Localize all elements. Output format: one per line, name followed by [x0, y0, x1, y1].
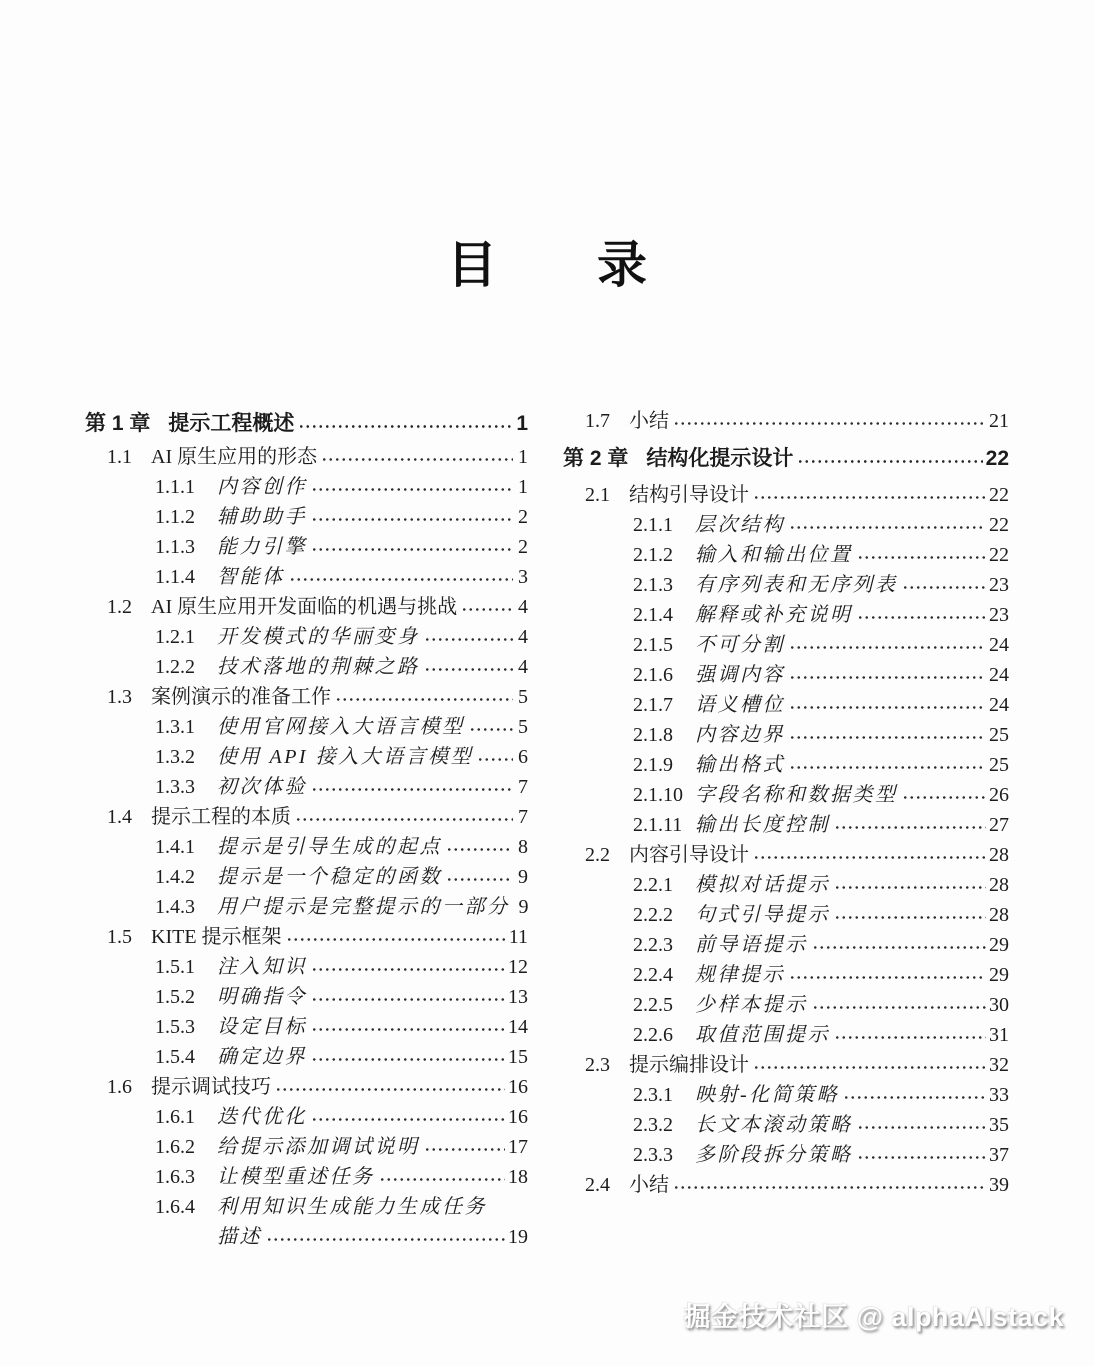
toc-leader-dots	[379, 1162, 506, 1192]
toc-entry	[85, 952, 528, 982]
toc-entry-title: 提示是引导生成的起点	[217, 836, 442, 858]
toc-entry-title: 提示工程的本质	[151, 806, 291, 828]
toc-entry-page: 16	[508, 1076, 528, 1098]
toc-leader-dots	[424, 1132, 506, 1162]
toc-entry-number: 1.5.3	[155, 1016, 195, 1038]
toc-entry	[563, 780, 1009, 810]
toc-leader-dots	[321, 442, 513, 472]
toc-entry-page: 9	[518, 896, 529, 918]
toc-entry-page: 15	[508, 1046, 528, 1068]
toc-entry-page: 28	[989, 844, 1009, 866]
toc-entry-number: 1.5.4	[155, 1046, 195, 1068]
toc-entry-page: 4	[518, 596, 528, 618]
toc-leader-dots	[789, 690, 986, 720]
toc-entry-page: 24	[989, 664, 1009, 686]
toc-leader-dots	[424, 652, 514, 682]
toc-entry-number: 2.1.1	[633, 514, 673, 536]
toc-entry-page: 4	[518, 656, 528, 678]
toc-entry	[85, 712, 528, 742]
toc-entry	[563, 480, 1009, 510]
toc-entry-number: 1.4.3	[155, 896, 195, 918]
toc-leader-dots	[857, 600, 987, 630]
toc-entry-page: 31	[989, 1024, 1009, 1046]
toc-entry	[563, 1050, 1009, 1080]
toc-entry	[85, 652, 528, 682]
toc-entry	[85, 1042, 528, 1072]
toc-leader-dots	[311, 1102, 505, 1132]
toc-entry	[85, 406, 528, 442]
toc-entry-number: 2.2	[585, 844, 610, 866]
toc-entry-page: 29	[989, 964, 1009, 986]
toc-left-column	[85, 406, 528, 1252]
toc-entry-page: 7	[518, 806, 528, 828]
toc-entry-number: 1.3.1	[155, 716, 195, 738]
toc-leader-dots	[446, 832, 513, 862]
toc-entry-title: 层次结构	[695, 514, 785, 536]
toc-entry-page: 4	[518, 626, 528, 648]
toc-entry	[563, 750, 1009, 780]
toc-leader-dots	[311, 1042, 505, 1072]
toc-entry-number: 2.4	[585, 1174, 610, 1196]
toc-entry-number: 2.1.2	[633, 544, 673, 566]
watermark: 掘金技术社区 @ alphaAIstack	[683, 1302, 1064, 1332]
toc-entry	[563, 406, 1009, 436]
toc-entry-page: 24	[989, 694, 1009, 716]
toc-entry-title: 解释或补充说明	[695, 604, 853, 626]
toc-entry-number: 2.1.4	[633, 604, 673, 626]
toc-entry-number: 1.1.1	[155, 476, 195, 498]
toc-entry-page: 1	[518, 446, 528, 468]
toc-entry-number: 2.1.8	[633, 724, 673, 746]
toc-entry	[563, 870, 1009, 900]
toc-entry-title: 强调内容	[695, 664, 785, 686]
toc-entry-title: 明确指令	[217, 986, 307, 1008]
toc-entry-title: 内容创作	[217, 476, 307, 498]
toc-entry-title: 迭代优化	[217, 1106, 307, 1128]
toc-entry-number: 1.5	[107, 926, 132, 948]
toc-entry-page: 2	[518, 536, 528, 558]
toc-leader-dots	[857, 1110, 987, 1140]
toc-entry-page: 11	[508, 926, 528, 948]
toc-entry-page: 14	[508, 1016, 528, 1038]
toc-entry-number: 2.1.9	[633, 754, 673, 776]
toc-leader-dots	[812, 990, 987, 1020]
toc-entry-page: 35	[989, 1114, 1009, 1136]
toc-entry-title: 使用 API 接入大语言模型	[217, 746, 474, 768]
toc-entry	[85, 442, 528, 472]
toc-entry-title: 利用知识生成能力生成任务	[217, 1196, 487, 1218]
toc-entry-page: 9	[518, 866, 528, 888]
toc-entry	[563, 1080, 1009, 1110]
toc-entry-number: 2.1.7	[633, 694, 673, 716]
toc-leader-dots	[753, 840, 986, 870]
toc-entry-title: 结构引导设计	[629, 484, 749, 506]
toc-entry-page: 19	[508, 1226, 528, 1248]
toc-entry	[85, 592, 528, 622]
toc-entry-number: 2.2.2	[633, 904, 673, 926]
toc-entry-page: 30	[989, 994, 1009, 1016]
toc-entry-title: 使用官网接入大语言模型	[217, 716, 465, 738]
toc-leader-dots	[789, 750, 986, 780]
toc-leader-dots	[469, 712, 514, 742]
toc-entry	[563, 441, 1009, 477]
toc-entry-title: 小结	[629, 1174, 669, 1196]
toc-entry-number: 1.3.2	[155, 746, 195, 768]
toc-leader-dots	[789, 660, 986, 690]
toc-entry-title: 取值范围提示	[695, 1024, 830, 1046]
toc-leader-dots	[673, 1170, 986, 1200]
toc-leader-dots	[789, 630, 986, 660]
toc-leader-dots	[311, 532, 513, 562]
toc-leader-dots	[335, 682, 513, 712]
toc-entry-title: 提示工程概述	[168, 412, 295, 435]
toc-entry-title: 小结	[629, 410, 669, 432]
toc-entry-number: 1.6.3	[155, 1166, 195, 1188]
toc-entry-number: 2.3.1	[633, 1084, 673, 1106]
toc-entry-title: 让模型重述任务	[217, 1166, 375, 1188]
page-title: 目 录	[447, 237, 647, 293]
toc-entry-title: 开发模式的华丽变身	[217, 626, 420, 648]
toc-entry-number: 1.1.4	[155, 566, 195, 588]
toc-entry	[85, 622, 528, 652]
toc-entry-title: AI 原生应用开发面临的机遇与挑战	[151, 596, 458, 618]
toc-right-column	[563, 406, 1009, 1200]
toc-entry	[85, 1132, 528, 1162]
toc-entry-title: 内容边界	[695, 724, 785, 746]
toc-entry-page: 21	[989, 410, 1009, 432]
toc-entry-page: 17	[508, 1136, 528, 1158]
toc-entry	[85, 1162, 528, 1192]
toc-leader-dots	[797, 441, 982, 477]
toc-leader-dots	[461, 592, 513, 622]
toc-entry-page: 22	[989, 484, 1009, 506]
toc-entry-number: 1.4	[107, 806, 132, 828]
toc-entry-number: 1.6.1	[155, 1106, 195, 1128]
toc-entry-number: 1.5.2	[155, 986, 195, 1008]
toc-entry	[85, 1072, 528, 1102]
toc-entry-number: 1.3.3	[155, 776, 195, 798]
toc-entry	[85, 892, 528, 922]
toc-entry-title: 有序列表和无序列表	[695, 574, 898, 596]
toc-entry-number: 1.5.1	[155, 956, 195, 978]
toc-entry-page: 29	[989, 934, 1009, 956]
toc-entry-number: 1.2	[107, 596, 132, 618]
toc-leader-dots	[311, 1012, 505, 1042]
toc-entry	[563, 1170, 1009, 1200]
toc-entry-page: 22	[989, 544, 1009, 566]
toc-entry-number: 1.6	[107, 1076, 132, 1098]
toc-entry-page: 28	[989, 904, 1009, 926]
toc-entry-title: 技术落地的荆棘之路	[217, 656, 420, 678]
toc-entry-number: 2.1.11	[633, 814, 683, 836]
toc-leader-dots	[424, 622, 514, 652]
toc-entry	[563, 660, 1009, 690]
toc-entry-title: 多阶段拆分策略	[695, 1144, 853, 1166]
toc-entry-page: 22	[989, 514, 1009, 536]
toc-entry	[563, 510, 1009, 540]
toc-entry	[563, 1110, 1009, 1140]
toc-entry-title: 初次体验	[217, 776, 307, 798]
toc-entry	[563, 1020, 1009, 1050]
toc-entry-number: 2.2.1	[633, 874, 673, 896]
toc-entry-number: 2.2.6	[633, 1024, 673, 1046]
toc-entry-title: 案例演示的准备工作	[151, 686, 331, 708]
toc-leader-dots	[289, 562, 514, 592]
toc-entry-page: 23	[989, 574, 1009, 596]
toc-leader-dots	[902, 780, 987, 810]
toc-entry	[85, 802, 528, 832]
toc-entry-number: 1.7	[585, 410, 610, 432]
toc-entry-title: 内容引导设计	[629, 844, 749, 866]
toc-entry-title: 设定目标	[217, 1016, 307, 1038]
toc-entry-title: 语义槽位	[695, 694, 785, 716]
toc-entry-title: 提示是一个稳定的函数	[217, 866, 442, 888]
toc-entry-title: 辅助助手	[217, 506, 307, 528]
toc-entry	[85, 472, 528, 502]
toc-entry	[85, 772, 528, 802]
toc-entry-page: 25	[989, 724, 1009, 746]
toc-entry-page: 32	[989, 1054, 1009, 1076]
toc-entry-number: 2.1	[585, 484, 610, 506]
toc-entry-number: 1.1.2	[155, 506, 195, 528]
toc-entry	[85, 1192, 528, 1222]
toc-leader-dots	[275, 1072, 505, 1102]
toc-entry-number: 2.3	[585, 1054, 610, 1076]
toc-entry-page: 6	[518, 746, 528, 768]
toc-entry	[563, 930, 1009, 960]
toc-entry-page: 33	[989, 1084, 1009, 1106]
toc-leader-dots	[295, 802, 513, 832]
toc-entry-title: 前导语提示	[695, 934, 808, 956]
toc-leader-dots	[753, 1050, 986, 1080]
toc-entry-page: 16	[508, 1106, 528, 1128]
toc-entry	[563, 630, 1009, 660]
toc-entry-title: 给提示添加调试说明	[217, 1136, 420, 1158]
toc-entry-title-line2: 描述	[217, 1226, 262, 1248]
toc-entry-page: 18	[508, 1166, 528, 1188]
toc-entry	[85, 502, 528, 532]
toc-entry-number: 1.6.2	[155, 1136, 195, 1158]
toc-entry	[563, 990, 1009, 1020]
toc-entry	[85, 832, 528, 862]
toc-leader-dots	[311, 772, 513, 802]
toc-leader-dots	[298, 406, 513, 442]
toc-entry-page: 1	[518, 476, 528, 498]
toc-entry-title: 确定边界	[217, 1046, 307, 1068]
toc-entry-page: 37	[989, 1144, 1009, 1166]
toc-leader-dots	[753, 480, 986, 510]
toc-entry	[85, 862, 528, 892]
toc-entry-title: 输出长度控制	[695, 814, 830, 836]
toc-leader-dots	[311, 952, 505, 982]
toc-entry-number: 2.1.10	[633, 784, 683, 806]
toc-entry-number: 第 2 章	[563, 447, 629, 470]
toc-entry-continuation	[85, 1222, 528, 1252]
toc-entry	[563, 900, 1009, 930]
toc-entry-number: 1.3	[107, 686, 132, 708]
toc-leader-dots	[311, 502, 513, 532]
toc-entry-page: 2	[518, 506, 528, 528]
toc-entry-title: 不可分割	[695, 634, 785, 656]
toc-entry-number: 1.2.1	[155, 626, 195, 648]
toc-entry-title: 输入和输出位置	[695, 544, 853, 566]
toc-entry-title: 注入知识	[217, 956, 307, 978]
toc-entry	[563, 960, 1009, 990]
toc-entry-page: 8	[518, 836, 528, 858]
toc-entry	[563, 810, 1009, 840]
toc-entry	[563, 840, 1009, 870]
toc-entry-number: 2.1.5	[633, 634, 673, 656]
toc-entry	[85, 562, 528, 592]
toc-entry-page: 27	[989, 814, 1009, 836]
toc-entry-title: KITE 提示框架	[151, 926, 282, 948]
toc-entry-page: 7	[518, 776, 528, 798]
toc-entry-page: 13	[508, 986, 528, 1008]
toc-entry	[563, 720, 1009, 750]
toc-entry	[563, 540, 1009, 570]
toc-entry	[563, 690, 1009, 720]
toc-entry-title: 智能体	[217, 566, 285, 588]
toc-entry	[563, 1140, 1009, 1170]
toc-leader-dots	[789, 720, 986, 750]
toc-leader-dots	[857, 540, 987, 570]
toc-entry-number: 1.6.4	[155, 1196, 195, 1218]
toc-entry-title: 模拟对话提示	[695, 874, 830, 896]
toc-entry	[85, 1012, 528, 1042]
toc-entry	[85, 982, 528, 1012]
toc-leader-dots	[311, 472, 513, 502]
toc-leader-dots	[311, 982, 505, 1012]
toc-entry-title: 长文本滚动策略	[695, 1114, 853, 1136]
toc-entry-title: 能力引擎	[217, 536, 307, 558]
toc-entry-number: 1.4.2	[155, 866, 195, 888]
toc-leader-dots	[902, 570, 987, 600]
toc-entry	[85, 922, 528, 952]
toc-entry	[563, 600, 1009, 630]
toc-entry-title: AI 原生应用的形态	[151, 446, 318, 468]
toc-entry-number: 1.1	[107, 446, 132, 468]
toc-entry-page: 22	[985, 447, 1009, 470]
toc-entry-page: 26	[989, 784, 1009, 806]
toc-entry	[85, 1102, 528, 1132]
toc-entry-title: 句式引导提示	[695, 904, 830, 926]
toc-entry-number: 1.1.3	[155, 536, 195, 558]
toc-leader-dots	[789, 510, 986, 540]
toc-entry-number: 2.2.3	[633, 934, 673, 956]
toc-entry-page: 23	[989, 604, 1009, 626]
toc-leader-dots	[834, 1020, 986, 1050]
toc-entry-title: 输出格式	[695, 754, 785, 776]
toc-entry-title: 少样本提示	[695, 994, 808, 1016]
toc-leader-dots	[286, 922, 506, 952]
toc-entry-number: 2.3.2	[633, 1114, 673, 1136]
toc-entry-page: 3	[518, 566, 528, 588]
toc-entry-page: 1	[516, 412, 528, 435]
toc-entry-page: 5	[518, 716, 528, 738]
toc-leader-dots	[857, 1140, 987, 1170]
toc-leader-dots	[812, 930, 987, 960]
toc-leader-dots	[834, 810, 986, 840]
toc-leader-dots	[843, 1080, 986, 1110]
toc-entry-number: 1.2.2	[155, 656, 195, 678]
toc-entry-page: 28	[989, 874, 1009, 896]
toc-leader-dots	[266, 1222, 505, 1252]
toc-entry-title: 规律提示	[695, 964, 785, 986]
toc-entry-page: 25	[989, 754, 1009, 776]
toc-leader-dots	[446, 862, 513, 892]
toc-entry-number: 2.1.6	[633, 664, 673, 686]
toc-entry-number: 2.2.5	[633, 994, 673, 1016]
toc-entry-title: 提示编排设计	[629, 1054, 749, 1076]
toc-entry-number: 2.3.3	[633, 1144, 673, 1166]
toc-leader-dots	[789, 960, 986, 990]
toc-entry-page: 24	[989, 634, 1009, 656]
toc-leader-dots	[834, 900, 986, 930]
toc-entry	[85, 682, 528, 712]
toc-entry-number: 1.4.1	[155, 836, 195, 858]
toc-entry-title: 结构化提示设计	[646, 447, 794, 470]
toc-leader-dots	[834, 870, 986, 900]
toc-entry-number: 2.1.3	[633, 574, 673, 596]
toc-entry-page: 39	[989, 1174, 1009, 1196]
toc-entry	[85, 742, 528, 772]
toc-entry-page: 5	[518, 686, 528, 708]
toc-entry-title: 映射-化简策略	[695, 1084, 840, 1106]
toc-entry-page: 12	[508, 956, 528, 978]
toc-entry	[85, 532, 528, 562]
toc-entry-title: 用户提示是完整提示的一部分	[217, 896, 510, 918]
toc-leader-dots	[673, 406, 986, 436]
toc-entry-number: 2.2.4	[633, 964, 673, 986]
toc-entry-title: 提示调试技巧	[151, 1076, 271, 1098]
toc-entry-number: 第 1 章	[85, 412, 151, 435]
toc-entry-title: 字段名称和数据类型	[695, 784, 898, 806]
toc-entry	[563, 570, 1009, 600]
toc-leader-dots	[477, 742, 513, 772]
